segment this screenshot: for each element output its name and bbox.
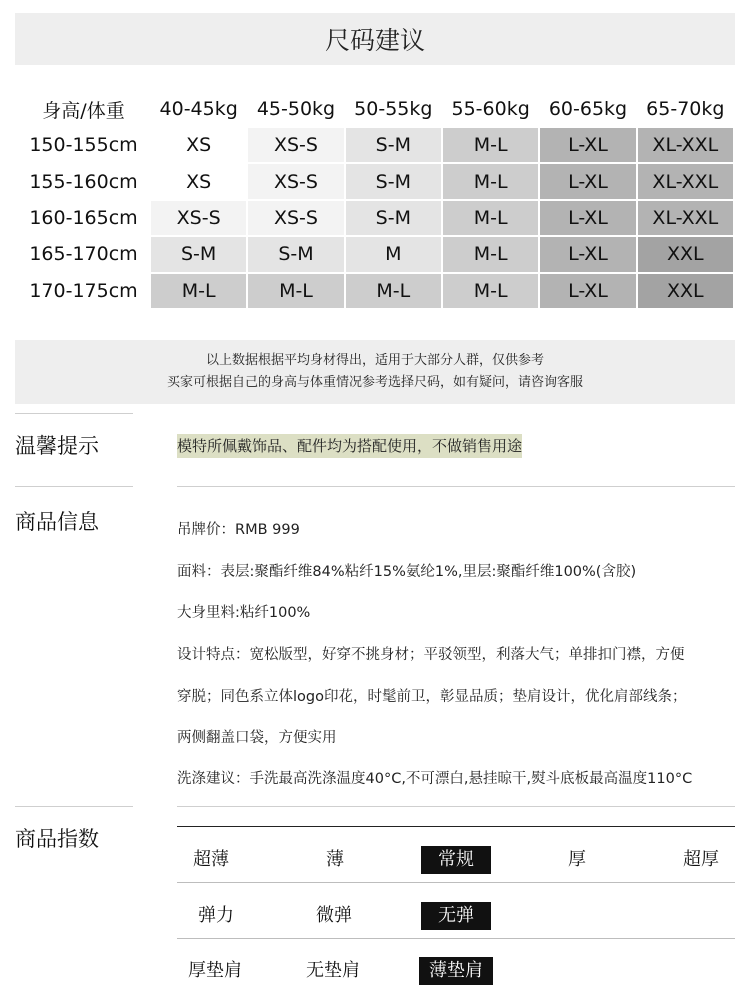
size-cell: M-L (443, 237, 538, 271)
size-cell: XS-S (151, 201, 246, 235)
size-cell: M (346, 237, 441, 271)
size-cell: M-L (346, 274, 441, 308)
product-info-heading: 商品信息 (15, 510, 99, 534)
info-line-lining: 大身里料:粘纤100% (177, 605, 311, 621)
size-cell: XS-S (248, 128, 343, 162)
size-cell: M-L (443, 201, 538, 235)
size-disclaimer (15, 340, 735, 404)
weight-header: 40-45kg (151, 92, 246, 126)
index-row-divider (177, 938, 735, 939)
elasticity-option: 无弹 (421, 902, 491, 930)
shoulder-pad-option: 薄垫肩 (419, 957, 493, 985)
table-row (18, 274, 733, 308)
thickness-option: 常规 (421, 846, 491, 874)
size-cell: XL-XXL (638, 201, 733, 235)
size-cell: XS (151, 164, 246, 198)
size-cell: S-M (346, 128, 441, 162)
elasticity-option: 微弹 (316, 905, 352, 926)
info-line-design: 两侧翻盖口袋，方便实用 (177, 730, 337, 746)
section-divider (15, 413, 133, 414)
weight-header: 65-70kg (638, 92, 733, 126)
index-top-rule (177, 826, 735, 827)
size-cell: XXL (638, 274, 733, 308)
thickness-option: 超薄 (193, 849, 229, 870)
height-label: 160-165cm (18, 201, 149, 235)
size-cell: M-L (248, 274, 343, 308)
table-row (18, 201, 733, 235)
size-cell: M-L (443, 128, 538, 162)
section-divider (15, 486, 133, 487)
table-row (18, 164, 733, 198)
disclaimer-line: 买家可根据自己的身高与体重情况参考选择尺码，如有疑问，请咨询客服 (166, 375, 583, 390)
height-label: 150-155cm (18, 128, 149, 162)
shoulder-pad-row (177, 957, 735, 987)
shoulder-pad-option: 无垫肩 (306, 960, 360, 981)
weight-header: 60-65kg (540, 92, 635, 126)
size-cell: S-M (248, 237, 343, 271)
size-cell: S-M (346, 164, 441, 198)
height-label: 170-175cm (18, 274, 149, 308)
size-cell: M-L (151, 274, 246, 308)
weight-header: 45-50kg (248, 92, 343, 126)
elasticity-option: 弹力 (198, 905, 234, 926)
page-title: 尺码建议 (15, 13, 735, 65)
section-divider (15, 806, 133, 807)
index-row-divider (177, 882, 735, 883)
size-cell: L-XL (540, 164, 635, 198)
size-cell: S-M (346, 201, 441, 235)
size-cell: XL-XXL (638, 164, 733, 198)
weight-header: 55-60kg (443, 92, 538, 126)
height-label: 155-160cm (18, 164, 149, 198)
info-line-fabric: 面料：表层:聚酯纤维84%粘纤15%氨纶1%,里层:聚酯纤维100%(含胶) (177, 564, 637, 580)
size-chart-table (16, 90, 735, 310)
thickness-option: 薄 (326, 849, 344, 870)
disclaimer-line: 以上数据根据平均身材得出，适用于大部分人群，仅供参考 (205, 353, 544, 368)
size-cell: XS-S (248, 164, 343, 198)
tips-heading: 温馨提示 (15, 434, 99, 458)
size-cell: XL-XXL (638, 128, 733, 162)
size-cell: L-XL (540, 274, 635, 308)
weight-header: 50-55kg (346, 92, 441, 126)
table-header-row (18, 92, 733, 126)
product-index-heading: 商品指数 (15, 827, 99, 851)
elasticity-row (177, 902, 735, 932)
info-line-design: 设计特点：宽松版型，好穿不挑身材；平驳领型，利落大气；单排扣门襟，方便 (177, 647, 685, 663)
info-line-washing: 洗涤建议：手洗最高洗涤温度40°C,不可漂白,悬挂晾干,熨斗底板最高温度110°C (177, 771, 693, 787)
size-cell: S-M (151, 237, 246, 271)
size-cell: XS-S (248, 201, 343, 235)
table-corner-header: 身高/体重 (18, 92, 149, 126)
section-divider (177, 486, 735, 487)
info-line-price: 吊牌价：RMB 999 (177, 522, 300, 538)
height-label: 165-170cm (18, 237, 149, 271)
size-cell: M-L (443, 164, 538, 198)
size-cell: L-XL (540, 237, 635, 271)
info-line-design: 穿脱；同色系立体logo印花，时髦前卫，彰显品质；垫肩设计，优化肩部线条； (177, 689, 687, 705)
thickness-row (177, 846, 735, 876)
table-row (18, 128, 733, 162)
size-cell: L-XL (540, 128, 635, 162)
section-divider (177, 806, 735, 807)
size-cell: L-XL (540, 201, 635, 235)
size-cell: XXL (638, 237, 733, 271)
size-cell: M-L (443, 274, 538, 308)
thickness-option: 超厚 (683, 849, 719, 870)
size-cell: XS (151, 128, 246, 162)
table-row (18, 237, 733, 271)
thickness-option: 厚 (568, 849, 586, 870)
shoulder-pad-option: 厚垫肩 (188, 960, 242, 981)
tips-text: 模特所佩戴饰品、配件均为搭配使用，不做销售用途 (177, 434, 522, 458)
